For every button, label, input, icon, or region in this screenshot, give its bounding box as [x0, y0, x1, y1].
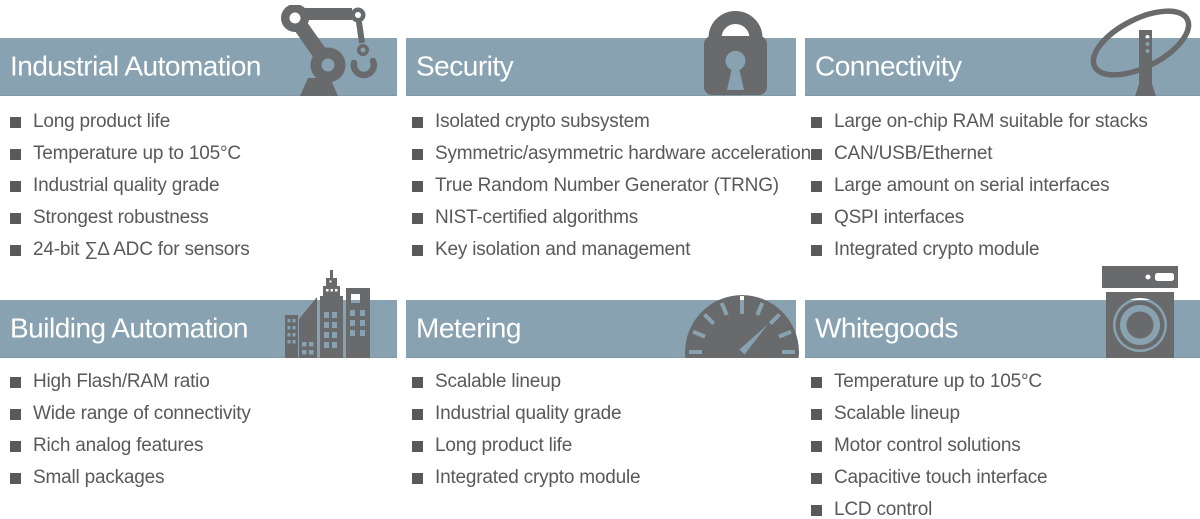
feature-list	[0, 366, 397, 494]
bullet-square-icon	[412, 213, 423, 224]
panel-building-automation	[0, 260, 397, 519]
bullet-square-icon	[811, 441, 822, 452]
bullet-square-icon	[811, 181, 822, 192]
panel-whitegoods	[805, 260, 1200, 519]
bullet-square-icon	[811, 213, 822, 224]
bullet-square-icon	[10, 181, 21, 192]
bullet-square-icon	[811, 245, 822, 256]
feature-list	[406, 366, 796, 494]
bullet-square-icon	[10, 409, 21, 420]
panel-metering	[406, 260, 796, 519]
bullet-square-icon	[811, 117, 822, 128]
list-item: CAN/USB/Ethernet	[805, 138, 1200, 170]
list-item: Industrial quality grade	[0, 170, 397, 202]
panel-header	[406, 38, 796, 96]
list-item: Temperature up to 105°C	[805, 366, 1200, 398]
list-item: True Random Number Generator (TRNG)	[406, 170, 796, 202]
panel-header	[0, 300, 397, 358]
list-item: Integrated crypto module	[805, 234, 1200, 266]
list-item: High Flash/RAM ratio	[0, 366, 397, 398]
list-item: 24-bit ∑∆ ADC for sensors	[0, 234, 397, 266]
panel-title: Whitegoods	[815, 312, 958, 344]
feature-list	[805, 366, 1200, 519]
list-item: LCD control	[805, 494, 1200, 519]
list-item: Large amount on serial interfaces	[805, 170, 1200, 202]
bullet-square-icon	[412, 473, 423, 484]
bullet-square-icon	[811, 473, 822, 484]
bullet-square-icon	[412, 117, 423, 128]
bullet-square-icon	[10, 213, 21, 224]
antenna-icon	[1081, 6, 1193, 96]
gauge-icon	[685, 288, 799, 358]
panel-title: Security	[416, 50, 514, 82]
bullet-square-icon	[412, 409, 423, 420]
bullet-square-icon	[412, 441, 423, 452]
bullet-square-icon	[412, 245, 423, 256]
list-item: Long product life	[406, 430, 796, 462]
panel-title: Building Automation	[10, 312, 249, 344]
panel-header	[0, 38, 397, 96]
list-item: Key isolation and management	[406, 234, 796, 266]
bullet-square-icon	[811, 149, 822, 160]
bullet-square-icon	[10, 473, 21, 484]
list-item: Large on-chip RAM suitable for stacks	[805, 106, 1200, 138]
list-item: Strongest robustness	[0, 202, 397, 234]
panel-security	[406, 0, 811, 260]
bullet-square-icon	[10, 441, 21, 452]
list-item: Isolated crypto subsystem	[406, 106, 796, 138]
city-buildings-icon	[284, 268, 379, 358]
bullet-square-icon	[811, 505, 822, 516]
panel-header	[805, 38, 1200, 96]
list-item: Long product life	[0, 106, 397, 138]
list-item: Temperature up to 105°C	[0, 138, 397, 170]
panel-industrial-automation	[0, 0, 397, 260]
bullet-square-icon	[412, 181, 423, 192]
panel-title: Industrial Automation	[10, 50, 261, 82]
bullet-square-icon	[10, 117, 21, 128]
panel-header	[406, 300, 796, 358]
feature-list	[805, 106, 1200, 266]
bullet-square-icon	[811, 409, 822, 420]
list-item: QSPI interfaces	[805, 202, 1200, 234]
panel-title: Metering	[416, 312, 521, 344]
panel-header	[805, 300, 1200, 358]
washing-machine-icon	[1102, 266, 1178, 358]
bullet-square-icon	[10, 149, 21, 160]
list-item: Scalable lineup	[406, 366, 796, 398]
bullet-square-icon	[412, 149, 423, 160]
bullet-square-icon	[412, 377, 423, 388]
list-item: Capacitive touch interface	[805, 462, 1200, 494]
list-item: Scalable lineup	[805, 398, 1200, 430]
list-item: Motor control solutions	[805, 430, 1200, 462]
robot-arm-icon	[280, 5, 395, 96]
panel-title: Connectivity	[815, 50, 962, 82]
bullet-square-icon	[811, 377, 822, 388]
padlock-icon	[699, 5, 772, 96]
list-item: NIST-certified algorithms	[406, 202, 796, 234]
list-item: Rich analog features	[0, 430, 397, 462]
list-item: Symmetric/asymmetric hardware acceleration	[406, 138, 796, 170]
feature-list	[406, 106, 811, 266]
feature-list	[0, 106, 397, 266]
list-item: Integrated crypto module	[406, 462, 796, 494]
panel-connectivity	[805, 0, 1200, 260]
list-item: Wide range of connectivity	[0, 398, 397, 430]
list-item: Industrial quality grade	[406, 398, 796, 430]
list-item: Small packages	[0, 462, 397, 494]
bullet-square-icon	[10, 245, 21, 256]
bullet-square-icon	[10, 377, 21, 388]
